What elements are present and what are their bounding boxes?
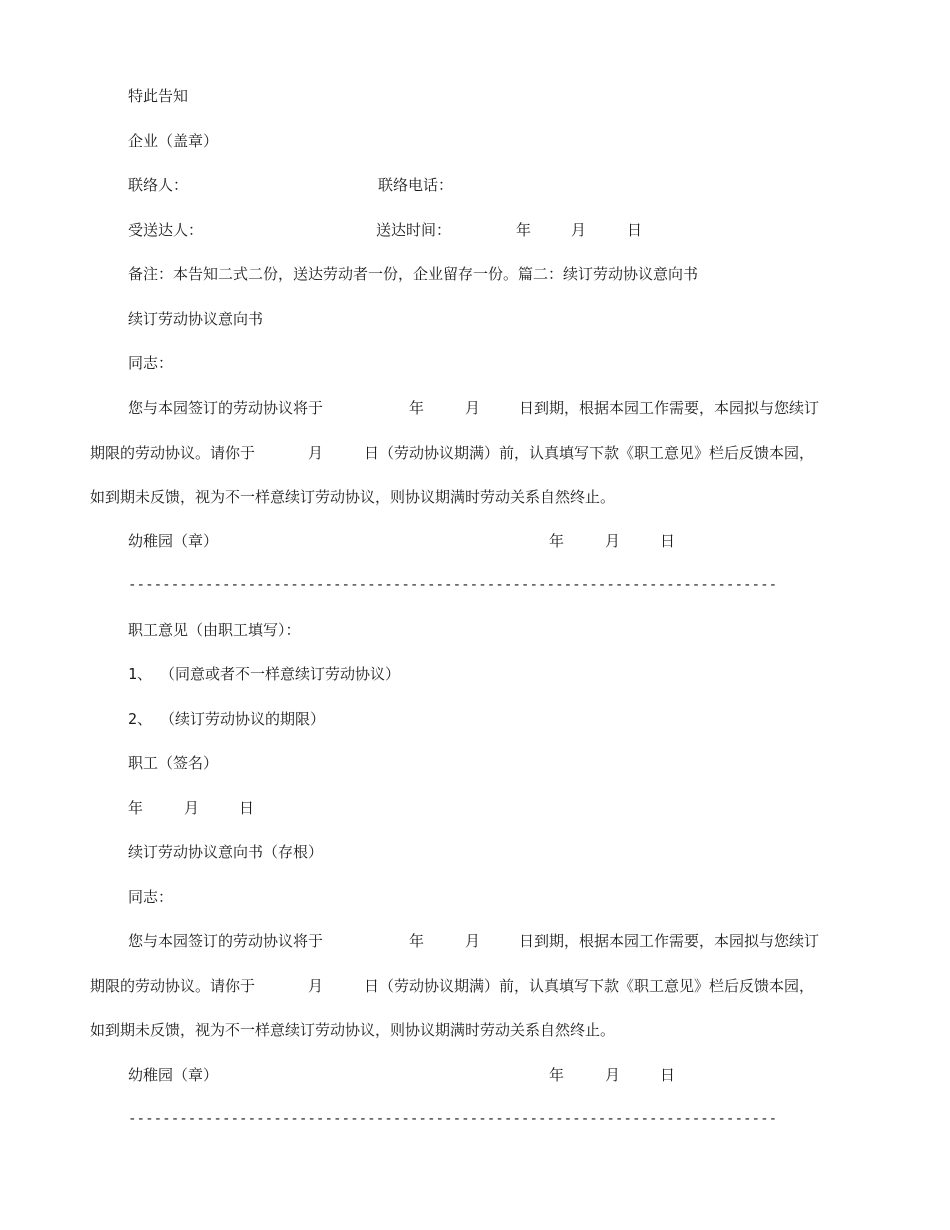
letter1-p2-a: 期限的劳动协议。请你于 xyxy=(90,444,256,462)
contact-phone-label: 联络电话： xyxy=(378,176,454,194)
letter1-title: 续订劳动协议意向书 xyxy=(128,310,264,328)
opinion-item2-text: （续订劳动协议的期限） xyxy=(160,710,326,728)
contact-person-label: 联络人： xyxy=(128,176,189,194)
letter1-sig-month: 月 xyxy=(605,532,621,550)
opinion-year: 年 xyxy=(128,799,144,817)
separator-line: ---------------------------------------------------------------------------- xyxy=(128,577,778,593)
recipient-label: 受送达人： xyxy=(128,221,204,239)
remark-text: 备注：本告知二式二份，送达劳动者一份，企业留存一份。篇二：续订劳动协议意向书 xyxy=(128,265,699,283)
opinion-item2-num: 2、 xyxy=(128,710,153,728)
letter2-p2-b: 日（劳动协议期满）前，认真填写下款《职工意见》栏后反馈本园， xyxy=(364,977,815,995)
letter2-sig-day: 日 xyxy=(660,1066,676,1084)
contact-row xyxy=(0,175,950,195)
letter2-p1-year: 年 xyxy=(409,932,425,950)
letter1-p2-b: 日（劳动协议期满）前，认真填写下款《职工意见》栏后反馈本园， xyxy=(364,444,815,462)
letter2-paragraph-line1 xyxy=(0,931,950,951)
letter2-p1-b: 日到期，根据本园工作需要，本园拟与您续订 xyxy=(519,932,820,950)
letter2-p2-a: 期限的劳动协议。请你于 xyxy=(90,977,256,995)
letter1-p1-month: 月 xyxy=(465,399,481,417)
opinion-item-1 xyxy=(0,664,950,684)
letter2-p2-month: 月 xyxy=(308,977,324,995)
letter1-paragraph-line1 xyxy=(0,398,950,418)
opinion-item1-text: （同意或者不一样意续订劳动协议） xyxy=(160,665,401,683)
letter1-signature-row xyxy=(0,531,950,551)
opinion-item1-num: 1、 xyxy=(128,665,153,683)
letter1-p1-year: 年 xyxy=(409,399,425,417)
opinion-item-2 xyxy=(0,709,950,729)
letter2-title: 续订劳动协议意向书（存根） xyxy=(128,843,324,861)
opinion-date-row xyxy=(0,798,950,818)
letter2-signature-row xyxy=(0,1065,950,1085)
letter1-p1-b: 日到期，根据本园工作需要，本园拟与您续订 xyxy=(519,399,820,417)
closing-text: 特此告知 xyxy=(128,87,189,105)
opinion-heading: 职工意见（由职工填写）： xyxy=(128,621,301,639)
company-seal-text: 企业（盖章） xyxy=(128,132,219,150)
opinion-day: 日 xyxy=(239,799,255,817)
letter1-sig-year: 年 xyxy=(549,532,565,550)
separator-line-2: ---------------------------------------------------------------------------- xyxy=(128,1111,778,1127)
delivery-month: 月 xyxy=(571,221,587,239)
letter2-signature: 幼稚园（章） xyxy=(128,1066,219,1084)
letter2-p1-a: 您与本园签订的劳动协议将于 xyxy=(128,932,324,950)
letter1-signature: 幼稚园（章） xyxy=(128,532,219,550)
letter1-paragraph-line2 xyxy=(0,443,950,463)
letter2-salutation: 同志： xyxy=(128,888,174,906)
letter1-p1-a: 您与本园签订的劳动协议将于 xyxy=(128,399,324,417)
letter1-p3: 如到期未反馈，视为不一样意续订劳动协议，则协议期满时劳动关系自然终止。 xyxy=(90,488,616,506)
employee-sign: 职工（签名） xyxy=(128,754,219,772)
opinion-month: 月 xyxy=(184,799,200,817)
letter1-p2-month: 月 xyxy=(308,444,324,462)
letter1-salutation: 同志： xyxy=(128,354,174,372)
letter2-sig-month: 月 xyxy=(605,1066,621,1084)
letter2-p3: 如到期未反馈，视为不一样意续订劳动协议，则协议期满时劳动关系自然终止。 xyxy=(90,1021,616,1039)
delivery-year: 年 xyxy=(516,221,532,239)
letter2-p1-month: 月 xyxy=(465,932,481,950)
letter2-sig-year: 年 xyxy=(549,1066,565,1084)
delivery-day: 日 xyxy=(627,221,643,239)
letter2-paragraph-line2 xyxy=(0,976,950,996)
delivery-time-label: 送达时间： xyxy=(376,221,452,239)
letter1-sig-day: 日 xyxy=(660,532,676,550)
recipient-row xyxy=(0,220,950,240)
